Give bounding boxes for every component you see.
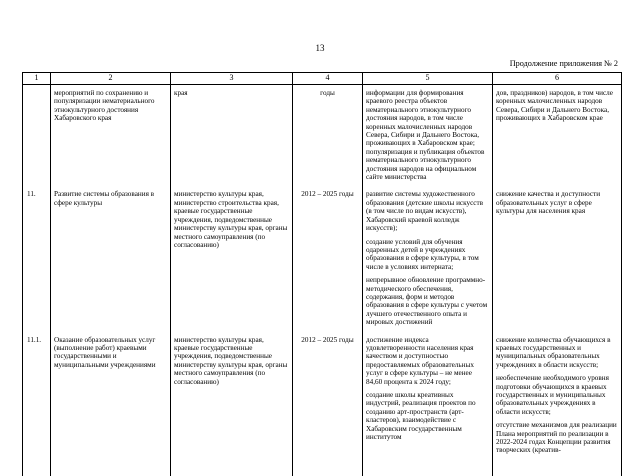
appendix-continuation-label: Продолжение приложения № 2	[509, 59, 618, 68]
table-row	[23, 186, 622, 331]
consequence-text: необеспечение необходимого уровня подготовки обучающихся в краевых государственных и муниципальных образовательных учреждениях в области искусств;	[496, 374, 609, 416]
result-text: непрерывное обновление программно-методического обеспечения, содержания, форм и методов образования в сфере культуры с учетом лучшего отечественного опыта и мировых достижений	[366, 276, 488, 327]
page-number: 13	[315, 43, 325, 53]
executor: министерство культуры края, министерство строительства края, краевые государственные учреждения, подведомственные министерству культуры края, органы местного самоуправления (по согласованию)	[171, 186, 293, 331]
period: 2012 – 2025 годы	[293, 332, 363, 476]
period: 2012 – 2025 годы	[293, 186, 363, 331]
result-text: создание условий для обучения одаренных детей в учреждениях образования в сфере культуры, в том числе в условиях интерната;	[366, 237, 479, 271]
header-col-3: 3	[171, 73, 293, 85]
consequence-text: дов, праздников) народов, в том числе коренных малочисленных народов Севера, Сибири и Дальнего Востока, проживающих в Хабаровском крае	[496, 89, 613, 123]
appendix-table	[22, 72, 622, 476]
row-number: 11.1.	[23, 332, 51, 476]
header-col-5: 5	[363, 73, 493, 85]
consequences	[493, 85, 622, 187]
executor: министерство культуры края, краевые государственные учреждения, подведомственные министерству культуры края, органы местного самоуправления (по согласованию)	[171, 332, 293, 476]
consequence-text: снижение качества и доступности образовательных услуг в сфере культуры для населения края	[496, 190, 601, 216]
expected-results	[363, 332, 493, 476]
table-header-row	[23, 73, 622, 85]
expected-results	[363, 85, 493, 187]
consequences	[493, 186, 622, 331]
table-row	[23, 332, 622, 476]
activity-name: мероприятий по сохранению и популяризации нематериального этнокультурного достояния Хабаровского края	[51, 85, 171, 187]
period: годы	[293, 85, 363, 187]
header-col-2: 2	[51, 73, 171, 85]
result-text: создание школы креативных индустрий, реализация проектов по созданию арт-пространств (арт-кластеров), взаимодействие с Хабаровским государственным институтом	[366, 391, 476, 442]
row-number: 11.	[23, 186, 51, 331]
row-number	[23, 85, 51, 187]
result-text: информации для формирования краевого реестра объектов нематериального этнокультурного достояния народов, в том числе коренных малочисленных народов Севера, Сибири и Дальнего Востока, проживающих в Хабаровском крае; популяризация и публикация объектов нематериального этнокультурного достояния народов на официальном сайте министерства	[366, 89, 485, 182]
result-text: развитие системы художественного образования (детские школы искусств (в том числе по видам искусств), Хабаровский краевой колледж искусств);	[366, 190, 484, 233]
executor: края	[171, 85, 293, 187]
consequence-text: отсутствие механизмов для реализации Плана мероприятий по реализации в 2022-2024 годах Концепции развития творческих (креатив-	[496, 421, 617, 455]
table-row	[23, 85, 622, 187]
header-col-6: 6	[493, 73, 622, 85]
activity-name: Развитие системы образования в сфере культуры	[51, 186, 171, 331]
activity-name: Оказание образовательных услуг (выполнение работ) краевыми государственными и муниципальными учреждениями	[51, 332, 171, 476]
consequence-text: снижение количества обучающихся в краевых государственных и муниципальных образовательных учреждениях в области искусств;	[496, 335, 611, 369]
result-text: достижение индекса удовлетворенности населения края качеством и доступностью предоставляемых образовательных услуг в сфере культуры – не менее 84,60 процента к 2024 году;	[366, 335, 474, 386]
header-col-4: 4	[293, 73, 363, 85]
header-col-1: 1	[23, 73, 51, 85]
expected-results	[363, 186, 493, 331]
consequences	[493, 332, 622, 476]
